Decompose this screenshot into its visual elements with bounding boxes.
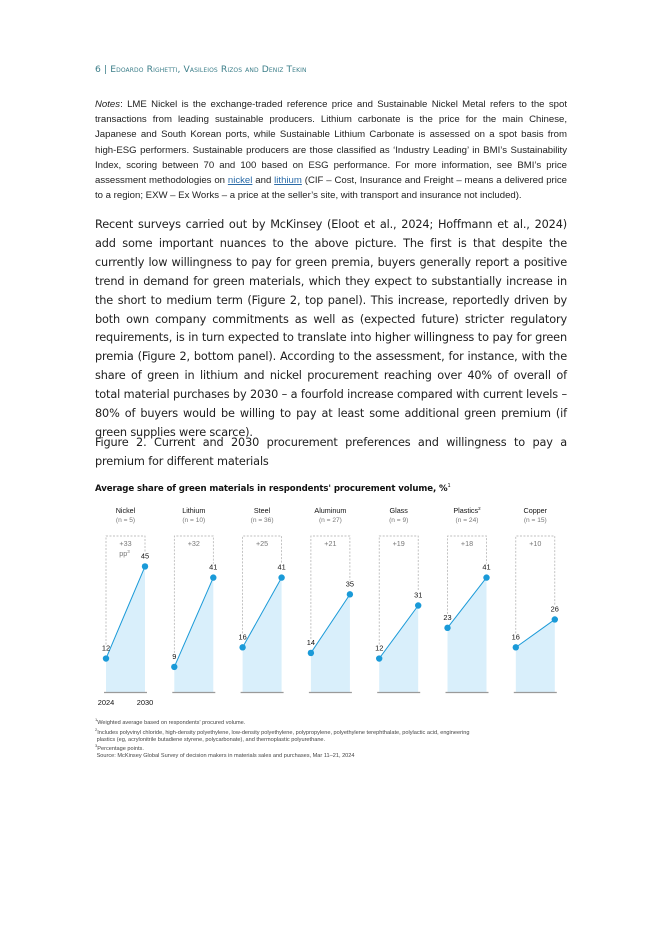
value-2024: 14 (306, 637, 316, 647)
value-2030: 41 (482, 562, 491, 572)
value-2030: 45 (140, 551, 150, 561)
delta-label: +21 (324, 539, 337, 548)
panel-material-label: Lithium (182, 506, 206, 515)
point-2024 (308, 650, 314, 656)
x-axis-label-2024: 2024 (97, 698, 115, 707)
chart-title-footnote: 1 (447, 483, 451, 489)
chart-title-text: Average share of green materials in respondents' procurement volume, % (95, 483, 448, 494)
point-2030 (210, 574, 216, 580)
delta-label: +33 (119, 539, 132, 548)
point-2024 (513, 644, 519, 650)
delta-bracket (516, 536, 555, 633)
value-2024: 23 (443, 612, 452, 622)
panel-material-label: Aluminum (314, 506, 347, 515)
value-2030: 41 (209, 562, 218, 572)
footnote-line: $^3$Percentage points. (95, 743, 144, 753)
panel-material-label: Glass (389, 506, 408, 515)
point-2030 (483, 574, 489, 580)
panel-material-label: Plastics$^2$ (453, 506, 481, 515)
area-fill (243, 578, 282, 692)
notes-label: Notes (95, 99, 121, 110)
delta-label: +10 (529, 539, 542, 548)
notes-text-end: (CIF – Cost, Insurance and Freight – means a delivered price to a region; EXW – Ex Works – a price at the seller’s site, with transport and insurance not included). (95, 175, 568, 202)
panel-sample-size: (n = 27) (318, 517, 342, 524)
value-2024: 12 (375, 643, 384, 653)
area-fill (311, 594, 350, 692)
panel-sample-size: (n = 9) (389, 517, 409, 524)
value-2024: 16 (511, 632, 520, 642)
value-2030: 35 (345, 579, 355, 589)
point-2030 (415, 602, 421, 608)
header-separator: | (103, 64, 108, 75)
footnote-line: $^1$Weighted average based on respondents' procured volume. (95, 717, 246, 726)
panel-sample-size: (n = 24) (455, 517, 479, 524)
value-2030: 31 (414, 590, 423, 600)
area-fill (106, 566, 145, 692)
point-2030 (142, 563, 148, 569)
point-2024 (239, 644, 245, 650)
lithium-link[interactable]: lithium (274, 175, 302, 187)
point-2024 (171, 664, 177, 670)
delta-label: +19 (392, 539, 405, 548)
panel-material-label: Steel (253, 506, 271, 515)
delta-label: +32 (187, 539, 200, 548)
panel-material-label: Nickel (115, 506, 136, 515)
point-2024 (376, 655, 382, 661)
footnote-line: plastics (eg, acrylonitrile butadiene styrene, polycarbonate), and thermoplastic polyurethane. (96, 736, 326, 743)
area-fill (379, 606, 418, 692)
point-2024 (103, 655, 109, 661)
value-2030: 41 (277, 562, 286, 572)
figure-caption: Figure 2. Current and 2030 procurement preferences and willingness to pay a premium for different materials (95, 436, 567, 468)
delta-label: +18 (460, 539, 474, 548)
area-fill (174, 578, 213, 692)
point-2030 (552, 616, 558, 622)
delta-unit: $pp^3$ (119, 549, 130, 558)
value-2024: 16 (238, 632, 247, 642)
delta-label: +25 (255, 539, 269, 548)
header-authors: Edoardo Righetti, Vasileios Rizos and Deniz Tekin (110, 64, 307, 75)
notes-text: : LME Nickel is the exchange-traded reference price and Sustainable Nickel Metal refers to the spot transactions from leading sustainable producers. Lithium carbonate is the price for the main Chinese, Japanese and South Korean ports, while Sustainable Lithium Carbonate is assessed on a spot basis from high-ESG performers. Sustainable producers are those classified as ‘Industry Leading’ in BMI’s Sustainability Index, scoring between 70 and 100 based on ESG performance. For more information, see BMI’s price assessment methodologies on (95, 99, 567, 187)
point-2030 (278, 574, 284, 580)
notes-conjunction: and (252, 175, 275, 187)
area-fill (516, 619, 555, 692)
panel-sample-size: (n = 36) (250, 517, 274, 524)
panel-sample-size: (n = 5) (115, 517, 136, 524)
chart-footnotes (95, 717, 565, 760)
panel-sample-size: (n = 15) (523, 517, 547, 524)
value-2024: 9 (172, 651, 177, 661)
panel-material-label: Copper (523, 506, 548, 515)
value-2024: 12 (101, 643, 111, 653)
panel-sample-size: (n = 10) (182, 517, 206, 524)
x-axis-label-2030: 2030 (136, 698, 154, 707)
nickel-link[interactable]: nickel (227, 175, 253, 187)
footnote-line: Source: McKinsey Global Survey of decision makers in materials sales and purchases, Mar 11–21, 2024 (96, 753, 355, 760)
body-paragraph: Recent surveys carried out by McKinsey (Eloot et al., 2024; Hoffmann et al., 2024) add some important nuances to the above picture. The first is that despite the currently low willingness to pay for green premia, buyers generally report a positive trend in demand for green materials, which they expect to substantially increase in the short to medium term (Figure 2, top panel). This increase, reportedly driven by both own company commitments as well as (expected future) stricter regulatory requirements, is in turn expected to translate into higher willingness to pay for green premia (Figure 2, bottom panel). According to the assessment, for instance, with the share of green in lithium and nickel procurement reaching over 40% of overall of total material purchases by 2030 – a fourfold increase compared with current levels – 80% of buyers would be willing to pay at least some additional green premium (if green supplies were scarce). (95, 218, 567, 439)
area-fill (448, 578, 487, 692)
point-2030 (347, 591, 353, 597)
point-2024 (444, 625, 450, 631)
value-2030: 26 (550, 604, 559, 614)
footnote-line: $^2$Includes polyvinyl chloride, high-density polyethylene, low-density polyethylene, polypropylene, polyethylene terephthalate, polylactic acid, engineering (95, 726, 470, 736)
page-number: 6 (95, 64, 101, 75)
